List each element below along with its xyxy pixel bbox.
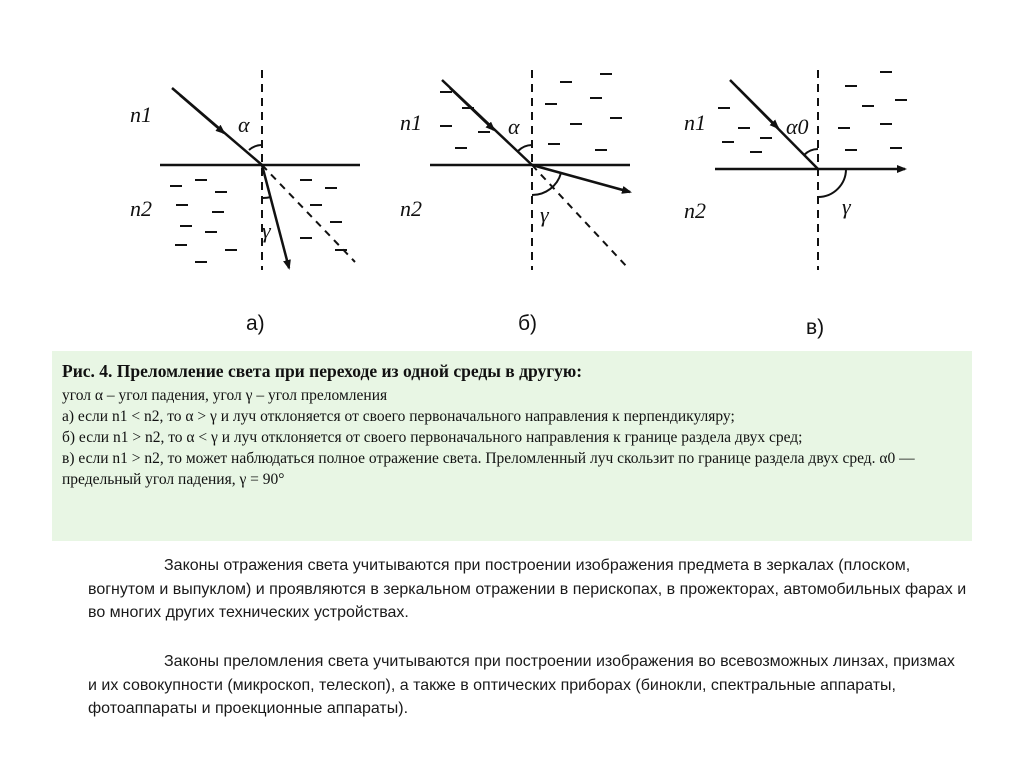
paragraph-text: Законы отражения света учитываются при построении изображения предмета в зеркалах (плоском, вогнутом и выпуклом) и проявляются в зеркальном отражении в перископах, в прожекторах, автомобильных фарах и во многих других технических устройствах. (88, 557, 967, 621)
paragraph-text: Законы преломления света учитываются при построении изображения во всевозможных линзах, призмах и их совокупности (микроскоп, телескоп), а также в оптических приборах (бинокли, спектральные аппараты, фотоаппараты и проекционные аппараты). (88, 653, 955, 717)
medium-label-top: n1 (684, 110, 706, 135)
figure-caption-box (52, 351, 972, 541)
angle-arc-alpha (518, 145, 532, 151)
angle-label-gamma: γ (262, 218, 271, 243)
incident-ray-arrow (738, 88, 778, 128)
figure-v (684, 70, 907, 339)
angle-arc-alpha (249, 145, 262, 150)
caption-line-b: б) если n1 > n2, то α < γ и луч отклоняется от своего первоначального направления к границе раздела двух сред; (62, 429, 803, 446)
angle-arc-gamma (262, 197, 271, 198)
refracted-ray (262, 165, 289, 268)
angle-label-alpha0: α0 (786, 114, 809, 139)
medium-label-top: n1 (130, 102, 152, 127)
caption-line-v: в) если n1 > n2, то может наблюдаться полное отражение света. Преломленный луч скользит по границе раздела двух сред. α0 — предельный угол падения, γ = 90° (62, 450, 915, 488)
angle-arc-gamma (818, 169, 846, 197)
medium-dashes-bottom (170, 180, 347, 262)
figure-a (130, 70, 360, 335)
paragraph-reflection-laws (88, 554, 968, 625)
angle-arc-alpha (804, 149, 818, 155)
paragraph-refraction-laws (88, 650, 968, 721)
medium-label-bottom: n2 (400, 196, 422, 221)
medium-label-bottom: n2 (684, 198, 706, 223)
figure-b (400, 70, 630, 335)
angle-label-alpha: α (508, 114, 520, 139)
refracted-ray (532, 165, 630, 192)
caption-title: Рис. 4. Преломление света при переходе из одной среды в другую: (62, 361, 583, 381)
refraction-figures (0, 0, 1024, 345)
incident-ray-arrow (180, 95, 224, 133)
caption-line-angles: угол α – угол падения, угол γ – угол преломления (62, 387, 388, 404)
medium-dashes-top (718, 72, 907, 152)
angle-label-gamma: γ (842, 194, 851, 219)
angle-label-alpha: α (238, 112, 250, 137)
caption-line-a: а) если n1 < n2, то α > γ и луч отклоняется от своего первоначального направления к перпендикуляру; (62, 408, 735, 425)
panel-label-b: б) (518, 312, 538, 335)
incident-ray-arrow (450, 88, 494, 130)
medium-label-top: n1 (400, 110, 422, 135)
medium-label-bottom: n2 (130, 196, 152, 221)
angle-arc-gamma (532, 173, 561, 195)
angle-label-gamma: γ (540, 202, 549, 227)
panel-label-a: а) (246, 312, 265, 335)
panel-label-v: в) (806, 316, 825, 339)
